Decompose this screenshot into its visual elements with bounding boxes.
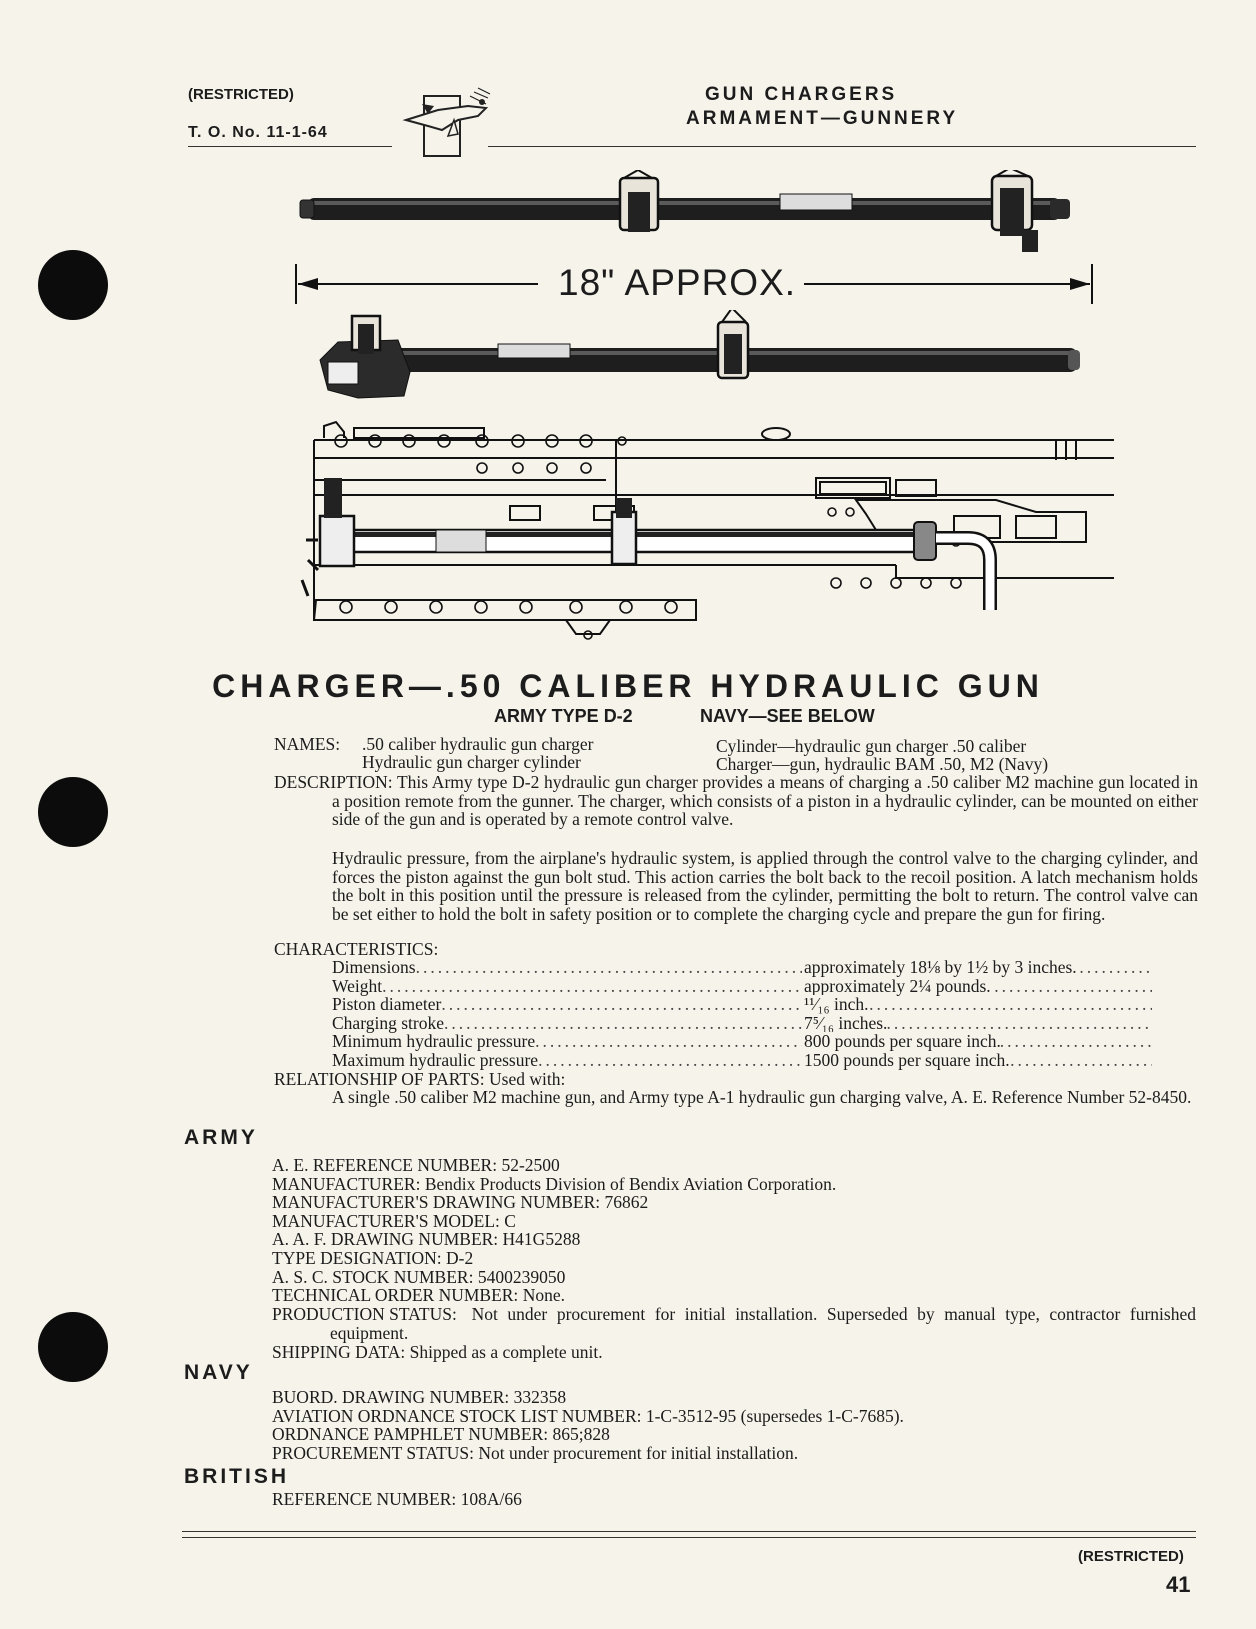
- footer-restricted: (RESTRICTED): [1078, 1548, 1184, 1565]
- charger-side-view-top: [298, 170, 1098, 270]
- detail-label: AVIATION ORDNANCE STOCK LIST NUMBER:: [272, 1405, 642, 1426]
- airplane-emblem-icon: [398, 84, 498, 164]
- subtitle-navy: NAVY—SEE BELOW: [700, 706, 875, 726]
- army-shipping: SHIPPING DATA: Shipped as a complete unit.: [272, 1342, 603, 1362]
- binder-hole-middle: [38, 777, 108, 847]
- characteristic-row: [332, 958, 1152, 977]
- characteristic-row: [332, 1014, 1152, 1033]
- detail-label: A. E. REFERENCE NUMBER:: [272, 1155, 498, 1175]
- page-number: 41: [1166, 1572, 1191, 1597]
- characteristic-value: 800 pounds per square inch.: [804, 1031, 1001, 1051]
- header-title-line2: ARMAMENT—GUNNERY: [686, 108, 959, 129]
- footer-rule-bottom: [182, 1537, 1196, 1538]
- detail-value: Not under procurement for initial installation.: [478, 1442, 799, 1463]
- detail-value: D-2: [446, 1248, 474, 1268]
- detail-line: [272, 1286, 565, 1305]
- binder-hole-bottom: [38, 1312, 108, 1382]
- detail-label: TYPE DESIGNATION:: [272, 1248, 442, 1268]
- army-heading: ARMY: [184, 1126, 258, 1149]
- characteristic-label: Piston diameter: [332, 994, 442, 1014]
- characteristic-value: approximately 18⅛ by 1½ by 3 inches.: [804, 957, 1077, 977]
- header-title-line1: GUN CHARGERS: [705, 84, 898, 105]
- detail-label: A. S. C. STOCK NUMBER:: [272, 1266, 474, 1287]
- detail-line: [272, 1388, 566, 1407]
- characteristic-label: Charging stroke: [332, 1012, 444, 1033]
- header-rule: [188, 146, 392, 147]
- installation-drawing: [296, 420, 1116, 660]
- army-production-value: Not under procurement for initial installation. Superseded by manual type, contractor furnished equipment.: [330, 1304, 1196, 1343]
- british-heading: BRITISH: [184, 1465, 289, 1488]
- detail-label: PROCUREMENT STATUS:: [272, 1442, 474, 1463]
- detail-line: [272, 1193, 648, 1212]
- relationship-label: RELATIONSHIP OF PARTS: Used with:: [274, 1069, 566, 1089]
- detail-line: [272, 1156, 560, 1175]
- detail-value: 1-C-3512-95 (supersedes 1-C-7685).: [645, 1405, 904, 1426]
- characteristic-value: 7⁵⁄₁₆ inches.: [804, 1012, 888, 1033]
- detail-value: Bendix Products Division of Bendix Aviation Corporation.: [424, 1173, 837, 1194]
- characteristics-label: CHARACTERISTICS:: [274, 939, 439, 959]
- header-rule-right: [488, 146, 1196, 147]
- detail-value: H41G5288: [502, 1229, 581, 1250]
- detail-value: 108A/66: [460, 1489, 522, 1509]
- detail-line: [272, 1268, 565, 1287]
- characteristic-value: approximately 2¼ pounds.: [804, 975, 991, 996]
- detail-value: C: [504, 1210, 516, 1231]
- detail-label: TECHNICAL ORDER NUMBER:: [272, 1285, 519, 1306]
- header-restricted: (RESTRICTED): [188, 86, 294, 103]
- names-col2-line1: Cylinder—hydraulic gun charger .50 caliber: [716, 736, 1027, 756]
- binder-hole-top: [38, 250, 108, 320]
- detail-line: [272, 1490, 522, 1509]
- detail-line: [272, 1212, 516, 1231]
- detail-value: 76862: [604, 1192, 649, 1213]
- detail-value: None.: [522, 1285, 565, 1306]
- detail-line: [272, 1175, 836, 1194]
- characteristic-label: Weight: [332, 975, 383, 996]
- page-title: CHARGER—.50 CALIBER HYDRAULIC GUN: [212, 668, 1044, 704]
- characteristic-row: [332, 995, 1152, 1014]
- detail-label: ORDNANCE PAMPHLET NUMBER:: [272, 1424, 549, 1445]
- characteristic-row: [332, 1051, 1152, 1070]
- description-paragraph-1: This Army type D-2 hydraulic gun charger provides a means of charging a .50 caliber M2 machine gun located in a position remote from the gunner. The charger, which consists of a piston in a hydraulic cylinder, can be mounted on either side of the gun and is operated by a remote control valve.: [332, 772, 1198, 829]
- characteristic-label: Minimum hydraulic pressure: [332, 1031, 536, 1051]
- names-label: NAMES:: [274, 734, 341, 754]
- detail-label: MANUFACTURER'S DRAWING NUMBER:: [272, 1192, 601, 1213]
- characteristic-row: [332, 977, 1152, 996]
- detail-label: MANUFACTURER:: [272, 1173, 421, 1194]
- detail-value: 332358: [513, 1387, 567, 1407]
- names-col1-line1: .50 caliber hydraulic gun charger: [362, 734, 594, 754]
- leader-dots: [382, 977, 1152, 996]
- characteristic-value: ¹¹⁄₁₆ inch.: [804, 994, 869, 1014]
- leader-dots: [441, 995, 1152, 1014]
- detail-line: [272, 1444, 798, 1463]
- names-col1-line2: Hydraulic gun charger cylinder: [362, 752, 581, 772]
- navy-heading: NAVY: [184, 1361, 253, 1384]
- characteristic-label: Dimensions: [332, 957, 416, 977]
- names-col2-line2: Charger—gun, hydraulic BAM .50, M2 (Navy): [716, 754, 1049, 774]
- detail-value: 865;828: [552, 1424, 610, 1445]
- characteristic-label: Maximum hydraulic pressure: [332, 1049, 539, 1070]
- detail-label: REFERENCE NUMBER:: [272, 1489, 457, 1509]
- leader-dots: [444, 1014, 1152, 1033]
- detail-line: [272, 1230, 580, 1249]
- detail-line: [272, 1407, 904, 1426]
- dimension-label: 18" APPROX.: [558, 262, 797, 303]
- characteristic-row: [332, 1032, 1152, 1051]
- subtitle-army: ARMY TYPE D-2: [494, 706, 633, 726]
- detail-line: [272, 1425, 610, 1444]
- characteristic-value: 1500 pounds per square inch.: [804, 1049, 1010, 1070]
- description-paragraph-2: Hydraulic pressure, from the airplane's hydraulic system, is applied through the control valve to the charging cylinder, and forces the piston against the gun bolt stud. This action carries the bolt back to the recoil position. A latch mechanism holds the bolt in this position until the pressure is released from the cylinder, permitting the bolt to return. The control valve can be set either to hold the bolt in safety position or to complete the charging cycle and prepare the gun for firing.: [332, 848, 1198, 924]
- relationship-text: A single .50 caliber M2 machine gun, and Army type A-1 hydraulic gun charging valve, A. E. Reference Number 52-8450.: [332, 1087, 1192, 1107]
- detail-value: 5400239050: [477, 1266, 566, 1287]
- charger-side-view-bottom: [318, 310, 1088, 420]
- detail-line: [272, 1249, 473, 1268]
- detail-value: 52-2500: [501, 1155, 560, 1175]
- footer-rule-top: [182, 1531, 1196, 1532]
- detail-label: MANUFACTURER'S MODEL:: [272, 1210, 500, 1231]
- header-to-number: T. O. No. 11-1-64: [188, 124, 328, 141]
- army-production-label: PRODUCTION STATUS:: [272, 1304, 457, 1324]
- description-label: DESCRIPTION:: [274, 772, 393, 792]
- detail-label: BUORD. DRAWING NUMBER:: [272, 1387, 510, 1407]
- detail-label: A. A. F. DRAWING NUMBER:: [272, 1229, 499, 1250]
